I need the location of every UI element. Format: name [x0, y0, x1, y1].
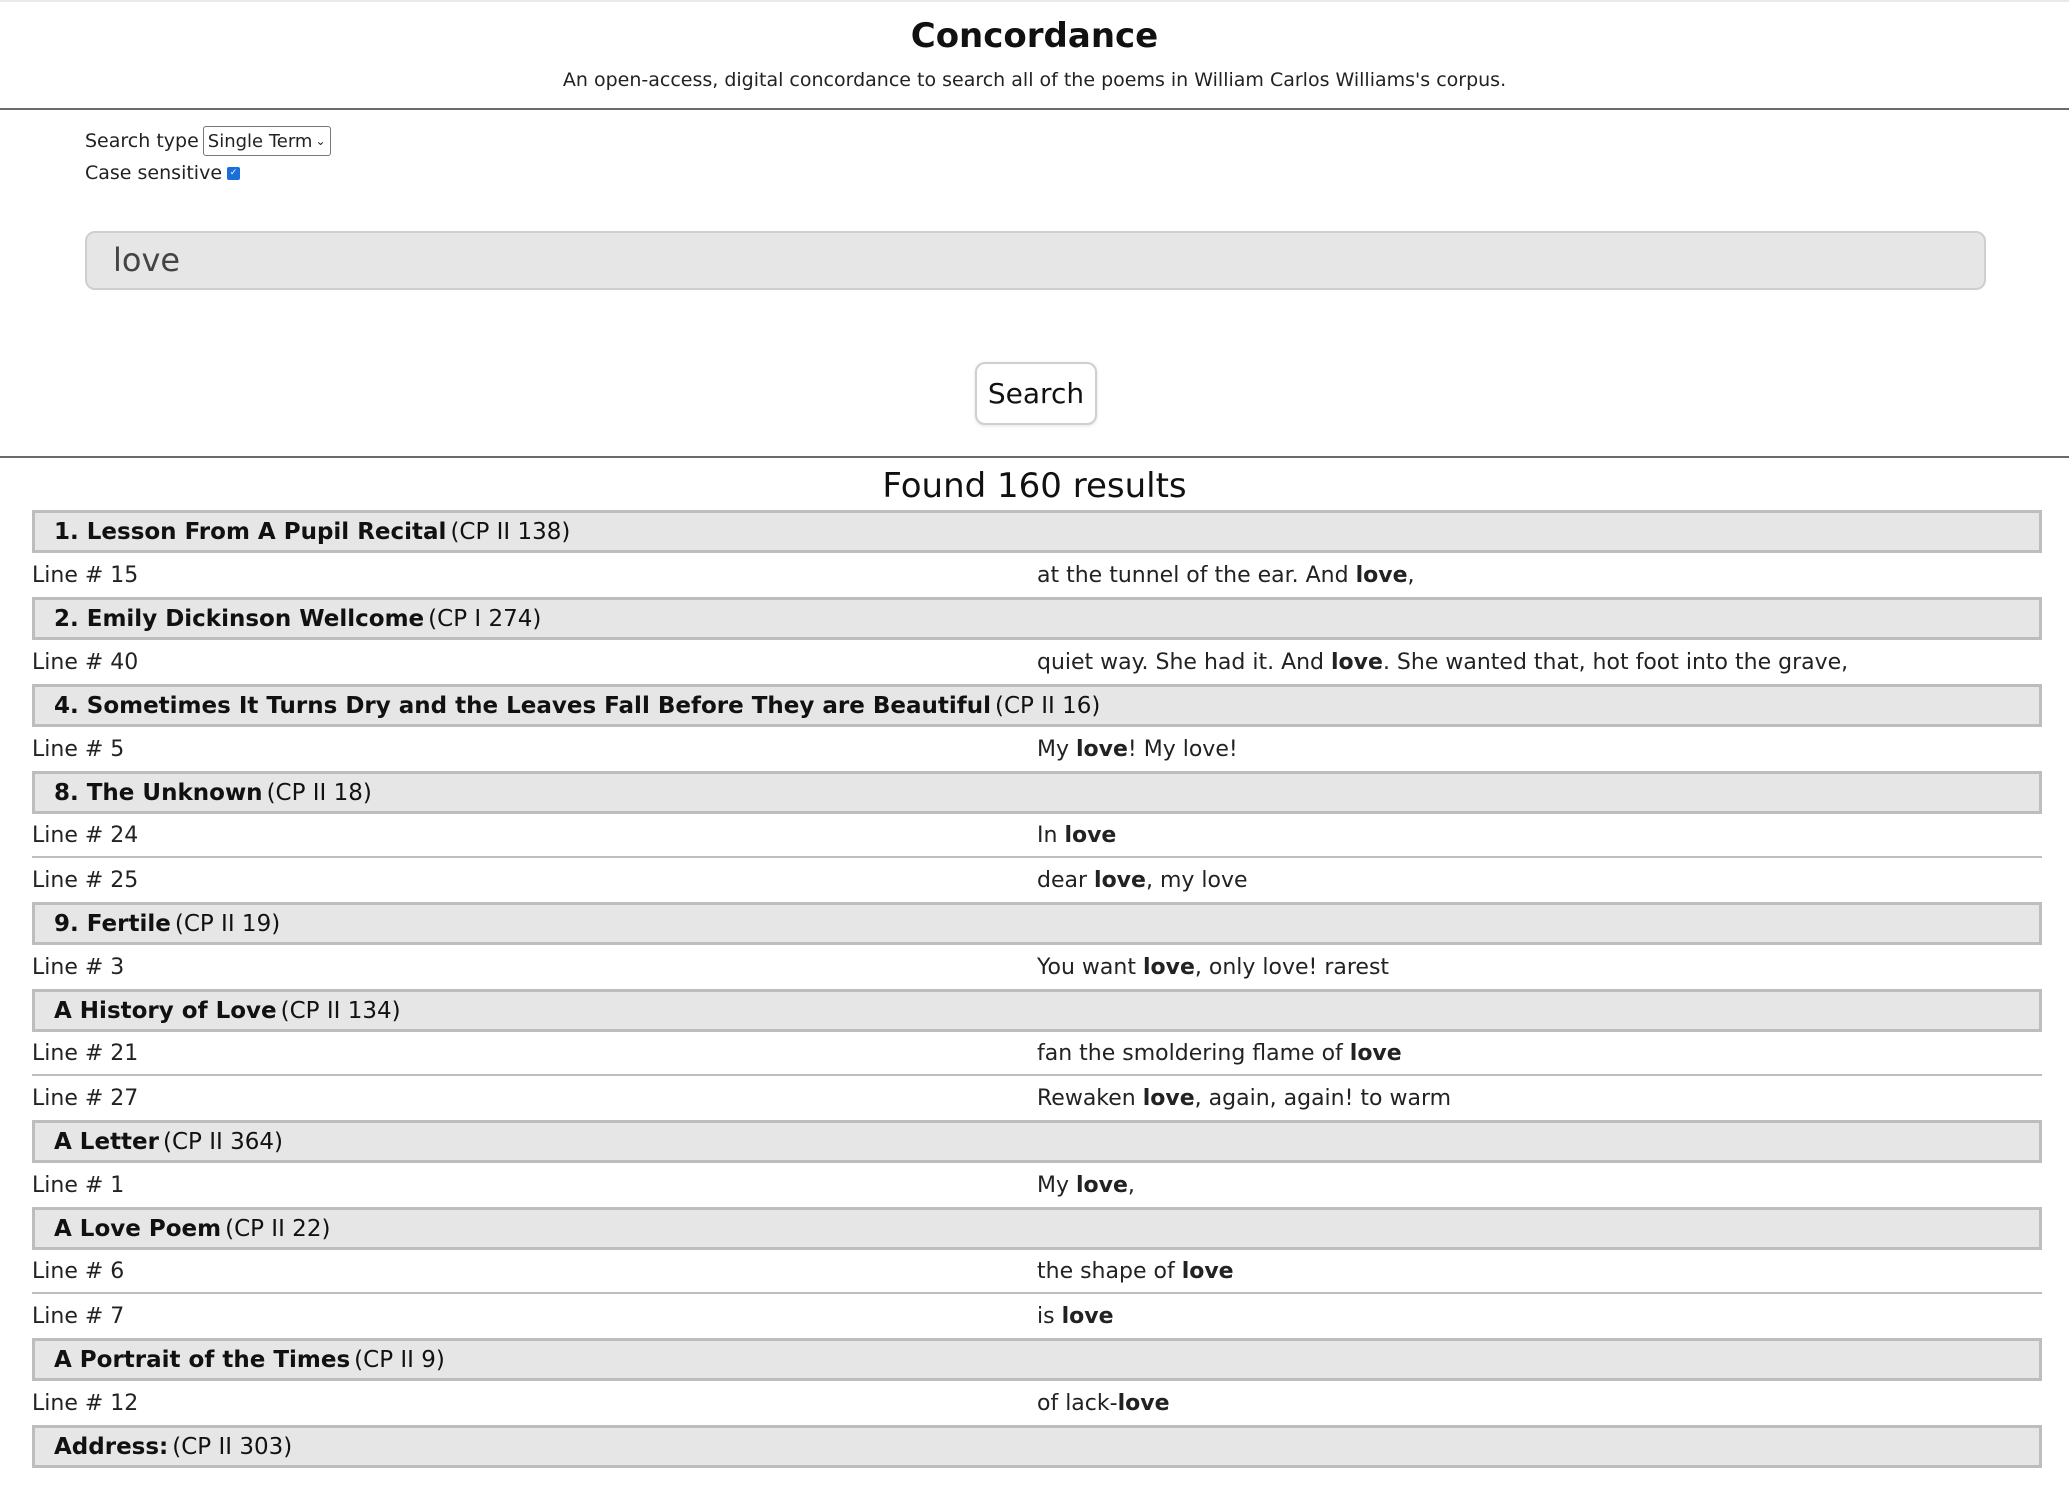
line-number: Line # 7 — [32, 1303, 125, 1329]
result-line-row — [32, 814, 2042, 858]
poem-title[interactable]: A Love Poem — [54, 1215, 222, 1242]
matched-term: love — [1076, 736, 1128, 762]
line-text — [1037, 1086, 2042, 1111]
matched-term: love — [1142, 1085, 1195, 1111]
line-text-after: , again, again! to warm — [1194, 1085, 1452, 1111]
line-text-after: , my love — [1145, 867, 1248, 893]
line-text — [1037, 1041, 2042, 1066]
poem-reference: (CP I 274) — [428, 605, 542, 632]
line-text — [1037, 1259, 2042, 1284]
poem-reference: (CP II 18) — [266, 779, 372, 806]
poem-title[interactable]: 8. The Unknown — [54, 779, 263, 806]
matched-term: love — [1349, 1040, 1402, 1066]
matched-term: love — [1064, 822, 1117, 848]
line-number: Line # 24 — [32, 822, 139, 848]
page-subtitle: An open-access, digital concordance to search all of the poems in William Carlos Williams's corpus. — [562, 69, 1507, 91]
poem-reference: (CP II 134) — [280, 997, 401, 1024]
poem-header[interactable] — [32, 1425, 2042, 1468]
line-number: Line # 25 — [32, 867, 139, 893]
matched-term: love — [1181, 1258, 1234, 1284]
matched-term: love — [1076, 1172, 1128, 1198]
poem-header[interactable] — [32, 989, 2042, 1032]
poem-title[interactable]: 9. Fertile — [54, 910, 171, 937]
poem-reference: (CP II 22) — [225, 1215, 331, 1242]
poem-reference: (CP II 364) — [163, 1128, 283, 1155]
line-text-after: , — [1407, 562, 1415, 588]
result-line-row — [32, 1294, 2042, 1338]
case-sensitive-label: Case sensitive — [85, 162, 223, 184]
line-number: Line # 3 — [32, 954, 125, 980]
line-text-before: at the tunnel of the ear. And — [1037, 562, 1356, 588]
poem-header[interactable] — [32, 1120, 2042, 1163]
line-text-before: Rewaken — [1037, 1085, 1143, 1111]
result-line-row — [32, 553, 2042, 597]
search-input[interactable]: love — [85, 231, 1986, 290]
search-type-select[interactable] — [203, 126, 331, 156]
poem-title[interactable]: Address: — [54, 1433, 169, 1460]
poem-reference: (CP II 9) — [354, 1346, 445, 1373]
poem-header[interactable] — [32, 771, 2042, 814]
line-text-before: of lack- — [1037, 1390, 1118, 1416]
poem-header[interactable] — [32, 902, 2042, 945]
search-form — [0, 110, 2069, 458]
matched-term: love — [1355, 562, 1408, 588]
line-text-before: quiet way. She had it. And — [1037, 649, 1332, 675]
line-number: Line # 1 — [32, 1172, 125, 1198]
line-text — [1037, 650, 2042, 675]
line-text — [1037, 1391, 2042, 1416]
search-type-label: Search type — [85, 130, 199, 152]
poem-title[interactable]: 2. Emily Dickinson Wellcome — [54, 605, 425, 632]
poem-title[interactable]: 1. Lesson From A Pupil Recital — [54, 518, 447, 545]
result-line-row — [32, 727, 2042, 771]
chevron-down-icon: ⌄ — [315, 134, 326, 148]
line-number: Line # 27 — [32, 1085, 139, 1111]
line-text-before: My — [1037, 1172, 1076, 1198]
result-line-row — [32, 1076, 2042, 1120]
poem-header[interactable] — [32, 597, 2042, 640]
matched-term: love — [1331, 649, 1383, 675]
line-text-before: is — [1037, 1303, 1062, 1329]
matched-term: love — [1117, 1390, 1170, 1416]
poem-title[interactable]: 4. Sometimes It Turns Dry and the Leaves Fall Before They are Beautiful — [54, 692, 992, 719]
result-line-row — [32, 1250, 2042, 1294]
result-line-row — [32, 1381, 2042, 1425]
line-text-before: In — [1037, 822, 1065, 848]
line-text — [1037, 955, 2042, 980]
matched-term: love — [1061, 1303, 1114, 1329]
matched-term: love — [1094, 867, 1146, 893]
poem-header[interactable] — [32, 1207, 2042, 1250]
result-line-row — [32, 945, 2042, 989]
poem-title[interactable]: A History of Love — [54, 997, 277, 1024]
poem-reference: (CP II 19) — [174, 910, 281, 937]
matched-term: love — [1142, 954, 1195, 980]
search-type-value: Single Term — [207, 130, 313, 152]
poem-header[interactable] — [32, 1338, 2042, 1381]
case-sensitive-row — [85, 162, 240, 184]
search-button[interactable]: Search — [975, 362, 1097, 425]
line-number: Line # 40 — [32, 649, 139, 675]
search-type-row — [85, 126, 331, 156]
site-header — [0, 2, 2069, 110]
poem-reference: (CP II 303) — [172, 1433, 293, 1460]
line-text-after: . She wanted that, hot foot into the grave, — [1382, 649, 1849, 675]
line-number: Line # 5 — [32, 736, 125, 762]
line-number: Line # 6 — [32, 1258, 125, 1284]
line-text-after: , — [1127, 1172, 1135, 1198]
page-title: Concordance — [910, 16, 1159, 56]
line-text-after: , only love! rarest — [1194, 954, 1390, 980]
line-text — [1037, 868, 2042, 893]
poem-reference: (CP II 16) — [995, 692, 1101, 719]
line-text — [1037, 1304, 2042, 1329]
result-line-row — [32, 858, 2042, 902]
results-list — [32, 510, 2069, 1468]
result-line-row — [32, 1163, 2042, 1207]
poem-title[interactable]: A Portrait of the Times — [54, 1346, 351, 1373]
line-text-before: My — [1037, 736, 1076, 762]
line-text-before: the shape of — [1037, 1258, 1182, 1284]
line-text — [1037, 737, 2042, 762]
line-text-before: fan the smoldering flame of — [1037, 1040, 1350, 1066]
result-line-row — [32, 640, 2042, 684]
poem-header[interactable] — [32, 684, 2042, 727]
line-text — [1037, 823, 2042, 848]
line-text-before: You want — [1037, 954, 1143, 980]
results-count: Found 160 results — [882, 466, 1187, 506]
poem-header[interactable] — [32, 510, 2042, 553]
line-text — [1037, 563, 2042, 588]
poem-reference: (CP II 138) — [450, 518, 571, 545]
line-number: Line # 15 — [32, 562, 139, 588]
line-text — [1037, 1173, 2042, 1198]
line-number: Line # 21 — [32, 1040, 139, 1066]
result-line-row — [32, 1032, 2042, 1076]
poem-title[interactable]: A Letter — [54, 1128, 159, 1155]
line-text-after: ! My love! — [1127, 736, 1238, 762]
case-sensitive-checkbox[interactable]: ✓ — [227, 167, 240, 180]
line-number: Line # 12 — [32, 1390, 139, 1416]
line-text-before: dear — [1037, 867, 1095, 893]
